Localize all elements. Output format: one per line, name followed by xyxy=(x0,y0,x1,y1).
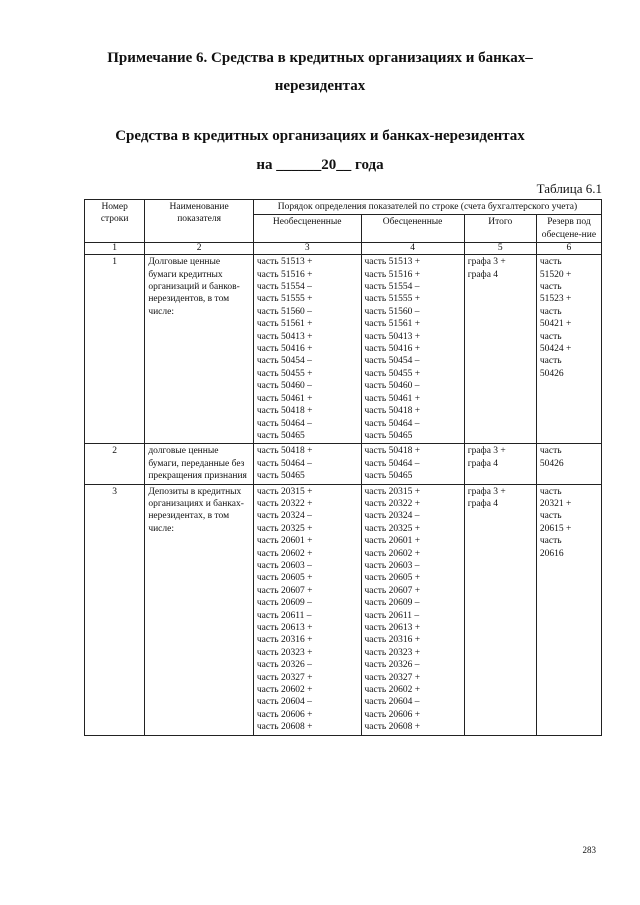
column-index: 1 xyxy=(85,243,145,255)
account-line: графа 3 + xyxy=(467,486,506,497)
account-line: часть xyxy=(539,511,562,522)
account-line: часть 20315 + xyxy=(256,486,313,497)
account-line: часть 50460 – xyxy=(256,381,312,392)
account-line: часть 51560 – xyxy=(364,306,420,317)
account-line: часть xyxy=(539,446,562,457)
impaired-accounts xyxy=(361,484,464,735)
account-line: часть 20327 + xyxy=(364,672,421,683)
row-number: 3 xyxy=(85,484,145,735)
account-line: часть 50418 + xyxy=(364,406,421,417)
account-line: часть 20322 + xyxy=(256,498,313,509)
account-line: часть 50464 – xyxy=(256,418,312,429)
report-heading: Средства в кредитных организациях и банках-нерезидентах xyxy=(115,128,525,144)
account-line: часть 51555 + xyxy=(364,294,421,305)
impaired-accounts xyxy=(361,255,464,444)
header-unimpaired: Необесцененные xyxy=(253,215,361,243)
account-line: часть 20315 + xyxy=(364,486,421,497)
account-line: часть 20323 + xyxy=(256,647,313,658)
reserve-accounts xyxy=(536,255,601,444)
account-line: часть 50465 xyxy=(364,471,413,482)
unimpaired-accounts xyxy=(253,444,361,484)
account-line: 50426 xyxy=(539,458,564,469)
total-formula xyxy=(464,444,536,484)
column-index: 6 xyxy=(536,243,601,255)
reserve-accounts xyxy=(536,444,601,484)
account-line: 50424 + xyxy=(539,344,572,355)
account-line: 50426 xyxy=(539,368,564,379)
account-line: графа 3 + xyxy=(467,446,506,457)
account-line: часть 20325 + xyxy=(364,523,421,534)
column-index: 5 xyxy=(464,243,536,255)
account-line: часть 20327 + xyxy=(256,672,313,683)
account-line: часть xyxy=(539,282,562,293)
account-line: часть 20325 + xyxy=(256,523,313,534)
row-number: 2 xyxy=(85,444,145,484)
account-line: часть 20613 + xyxy=(364,623,421,633)
account-line: часть 20603 – xyxy=(256,560,312,571)
account-line: 50421 + xyxy=(539,319,572,330)
account-line: часть xyxy=(539,257,562,268)
account-line: часть 20326 – xyxy=(364,660,420,671)
account-line: часть 51555 + xyxy=(256,294,313,305)
account-line: часть 50464 – xyxy=(256,458,312,469)
account-line: часть 50454 – xyxy=(256,356,312,367)
column-index: 2 xyxy=(145,243,254,255)
indicator-name: долговые ценные бумаги, переданные без прекращения признания xyxy=(145,444,254,484)
account-line: часть 51561 + xyxy=(364,319,421,330)
account-line: часть 50454 – xyxy=(364,356,420,367)
account-line: часть 50418 + xyxy=(256,406,313,417)
account-line: часть 50461 + xyxy=(364,393,421,404)
account-line: часть 50418 + xyxy=(364,446,421,457)
account-line: часть 20326 – xyxy=(256,660,312,671)
header-calculation-order: Порядок определения показателей по строке (счета бухгалтерского учета) xyxy=(253,200,601,215)
account-line: часть 20602 + xyxy=(364,548,421,559)
header-indicator-name: Наименование показателя xyxy=(145,200,254,243)
account-line: часть xyxy=(539,331,562,342)
account-line: часть 50455 + xyxy=(256,368,313,379)
table-body xyxy=(85,255,602,735)
account-line: часть 51561 + xyxy=(256,319,313,330)
account-line: часть 51560 – xyxy=(256,306,312,317)
account-line: часть 20324 – xyxy=(364,511,420,522)
account-line: часть 51516 + xyxy=(364,269,421,280)
account-line: часть xyxy=(539,536,562,547)
column-index-row xyxy=(85,243,602,255)
account-line: часть 20608 + xyxy=(364,722,421,733)
account-line: часть xyxy=(539,306,562,317)
account-line: часть 20605 + xyxy=(256,573,313,584)
header-reserve: Резерв под обесцене-ние xyxy=(536,215,601,243)
account-line: 20615 + xyxy=(539,523,572,534)
column-index: 3 xyxy=(253,243,361,255)
account-line: часть 20606 + xyxy=(256,709,313,720)
account-line: часть 51554 – xyxy=(364,282,420,293)
row-number: 1 xyxy=(85,255,145,444)
account-line: часть 20607 + xyxy=(364,585,421,596)
note-title-line1: Примечание 6. Средства в кредитных организациях и банках– xyxy=(107,50,533,66)
account-line: часть 20606 + xyxy=(364,709,421,720)
account-line: часть 50413 + xyxy=(256,331,313,342)
account-line: часть 50413 + xyxy=(364,331,421,342)
securities-table xyxy=(84,199,602,736)
account-line: часть 50465 xyxy=(256,430,305,441)
account-line: часть 20613 + xyxy=(256,623,313,633)
unimpaired-accounts xyxy=(253,255,361,444)
header-impaired: Обесцененные xyxy=(361,215,464,243)
account-line: часть 20602 + xyxy=(256,548,313,559)
report-date-line: на ______20__ года xyxy=(256,157,384,173)
header-total: Итого xyxy=(464,215,536,243)
account-line: часть 51516 + xyxy=(256,269,313,280)
account-line: графа 4 xyxy=(467,269,499,280)
account-line: часть 20609 – xyxy=(364,598,420,609)
note-title-line2: нерезидентах xyxy=(274,78,366,94)
table-row xyxy=(85,255,602,444)
account-line: часть 50465 xyxy=(364,430,413,441)
account-line: часть 20601 + xyxy=(364,536,421,547)
table-number: Таблица 6.1 xyxy=(536,181,602,196)
account-line: часть 50455 + xyxy=(364,368,421,379)
total-formula xyxy=(464,255,536,444)
account-line: часть 20602 + xyxy=(256,685,313,696)
account-line: часть 20603 – xyxy=(364,560,420,571)
account-line: часть xyxy=(539,356,562,367)
account-line: часть 20602 + xyxy=(364,685,421,696)
account-line: часть 20322 + xyxy=(364,498,421,509)
account-line: часть 20609 – xyxy=(256,598,312,609)
account-line: часть 20611 – xyxy=(256,610,312,621)
account-line: часть 20608 + xyxy=(256,722,313,733)
account-line: 20321 + xyxy=(539,498,572,509)
account-line: часть 20607 + xyxy=(256,585,313,596)
account-line: часть 50465 xyxy=(256,471,305,482)
total-formula xyxy=(464,484,536,735)
account-line: часть 50416 + xyxy=(364,344,421,355)
indicator-name: Долговые ценные бумаги кредитных организаций и банков-нерезидентов, в том числе: xyxy=(145,255,254,444)
impaired-accounts xyxy=(361,444,464,484)
account-line: часть 20324 – xyxy=(256,511,312,522)
account-line: графа 4 xyxy=(467,458,499,469)
account-line: 51520 + xyxy=(539,269,572,280)
account-line: часть 50464 – xyxy=(364,458,420,469)
indicator-name: Депозиты в кредитных организациях и банках-нерезидентах, в том числе: xyxy=(145,484,254,735)
unimpaired-accounts xyxy=(253,484,361,735)
account-line: часть 50418 + xyxy=(256,446,313,457)
account-line: часть 51513 + xyxy=(256,257,313,268)
account-line: часть 50460 – xyxy=(364,381,420,392)
account-line: часть 51513 + xyxy=(364,257,421,268)
account-line: часть 20611 – xyxy=(364,610,420,621)
account-line: часть 50416 + xyxy=(256,344,313,355)
account-line: часть 50464 – xyxy=(364,418,420,429)
account-line: часть 20323 + xyxy=(364,647,421,658)
account-line: 20616 xyxy=(539,548,564,559)
account-line: часть 50461 + xyxy=(256,393,313,404)
table-row xyxy=(85,444,602,484)
table-row xyxy=(85,484,602,735)
page-number: 283 xyxy=(582,845,596,855)
account-line: часть xyxy=(539,486,562,497)
account-line: графа 4 xyxy=(467,498,499,509)
account-line: графа 3 + xyxy=(467,257,506,268)
account-line: 51523 + xyxy=(539,294,572,305)
account-line: часть 20605 + xyxy=(364,573,421,584)
account-line: часть 20316 + xyxy=(364,635,421,646)
account-line: часть 20601 + xyxy=(256,536,313,547)
account-line: часть 20604 – xyxy=(364,697,420,708)
account-line: часть 51554 – xyxy=(256,282,312,293)
column-index: 4 xyxy=(361,243,464,255)
reserve-accounts xyxy=(536,484,601,735)
account-line: часть 20604 – xyxy=(256,697,312,708)
account-line: часть 20316 + xyxy=(256,635,313,646)
header-row-number: Номер строки xyxy=(85,200,145,243)
